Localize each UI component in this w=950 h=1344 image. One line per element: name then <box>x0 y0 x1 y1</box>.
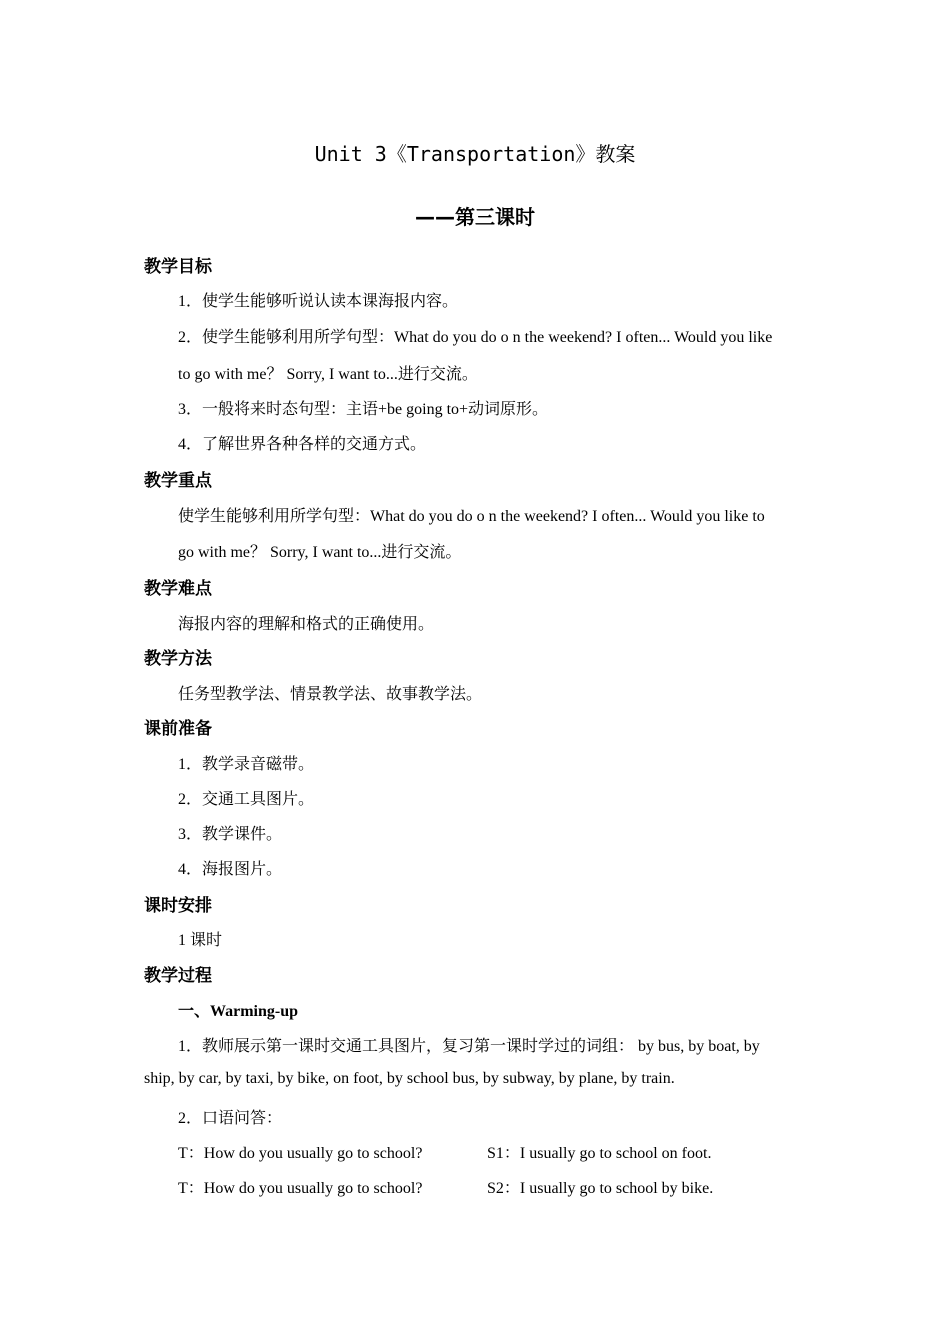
dialog-student-line: S1：I usually go to school on foot. <box>487 1145 712 1162</box>
process-step-warming-up: 一、Warming-up <box>178 1003 299 1020</box>
document-subtitle: ——第三课时 <box>415 205 535 229</box>
schedule-line: 1 课时 <box>178 932 223 949</box>
objective-item-4: 4．了解世界各种各样的交通方式。 <box>178 436 427 453</box>
objective-item-1: 1．使学生能够听说认读本课海报内容。 <box>178 293 459 310</box>
process-item-2: 2．口语问答： <box>178 1110 283 1127</box>
key-point-line-2: go with me？ Sorry, I want to...进行交流。 <box>178 544 462 561</box>
objective-item-3: 3．一般将来时态句型：主语+be going to+动词原形。 <box>178 401 549 418</box>
dialog-student-line: S2：I usually go to school by bike. <box>487 1180 714 1197</box>
difficulty-line: 海报内容的理解和格式的正确使用。 <box>178 616 435 633</box>
heading-difficulties: 教学难点 <box>144 579 212 599</box>
document-title: Unit 3《Transportation》教案 <box>314 142 636 166</box>
heading-methods: 教学方法 <box>144 649 212 669</box>
key-point-line-1: 使学生能够利用所学句型：What do you do o n the weekend? I often... Would you like to <box>178 508 765 525</box>
dialog-teacher-line: T：How do you usually go to school? <box>178 1180 423 1197</box>
preparation-item-2: 2．交通工具图片。 <box>178 791 315 808</box>
objective-item-2-line-1: 2．使学生能够利用所学句型：What do you do o n the weekend? I often... Would you like <box>178 329 773 346</box>
heading-key-points: 教学重点 <box>144 471 212 491</box>
preparation-item-3: 3．教学课件。 <box>178 826 283 843</box>
preparation-item-1: 1．教学录音磁带。 <box>178 756 315 773</box>
process-item-1-line-1: 1．教师展示第一课时交通工具图片，复习第一课时学过的词组： by bus, by boat, by <box>178 1038 760 1055</box>
heading-schedule: 课时安排 <box>144 896 212 916</box>
heading-objectives: 教学目标 <box>144 257 212 277</box>
heading-process: 教学过程 <box>144 966 212 986</box>
objective-item-2-line-2: to go with me？ Sorry, I want to...进行交流。 <box>178 366 478 383</box>
methods-line: 任务型教学法、情景教学法、故事教学法。 <box>178 686 483 703</box>
preparation-item-4: 4．海报图片。 <box>178 861 283 878</box>
dialog-teacher-line: T：How do you usually go to school? <box>178 1145 423 1162</box>
heading-preparation: 课前准备 <box>144 719 212 739</box>
process-item-1-line-2: ship, by car, by taxi, by bike, on foot, by school bus, by subway, by plane, by train. <box>144 1070 675 1087</box>
